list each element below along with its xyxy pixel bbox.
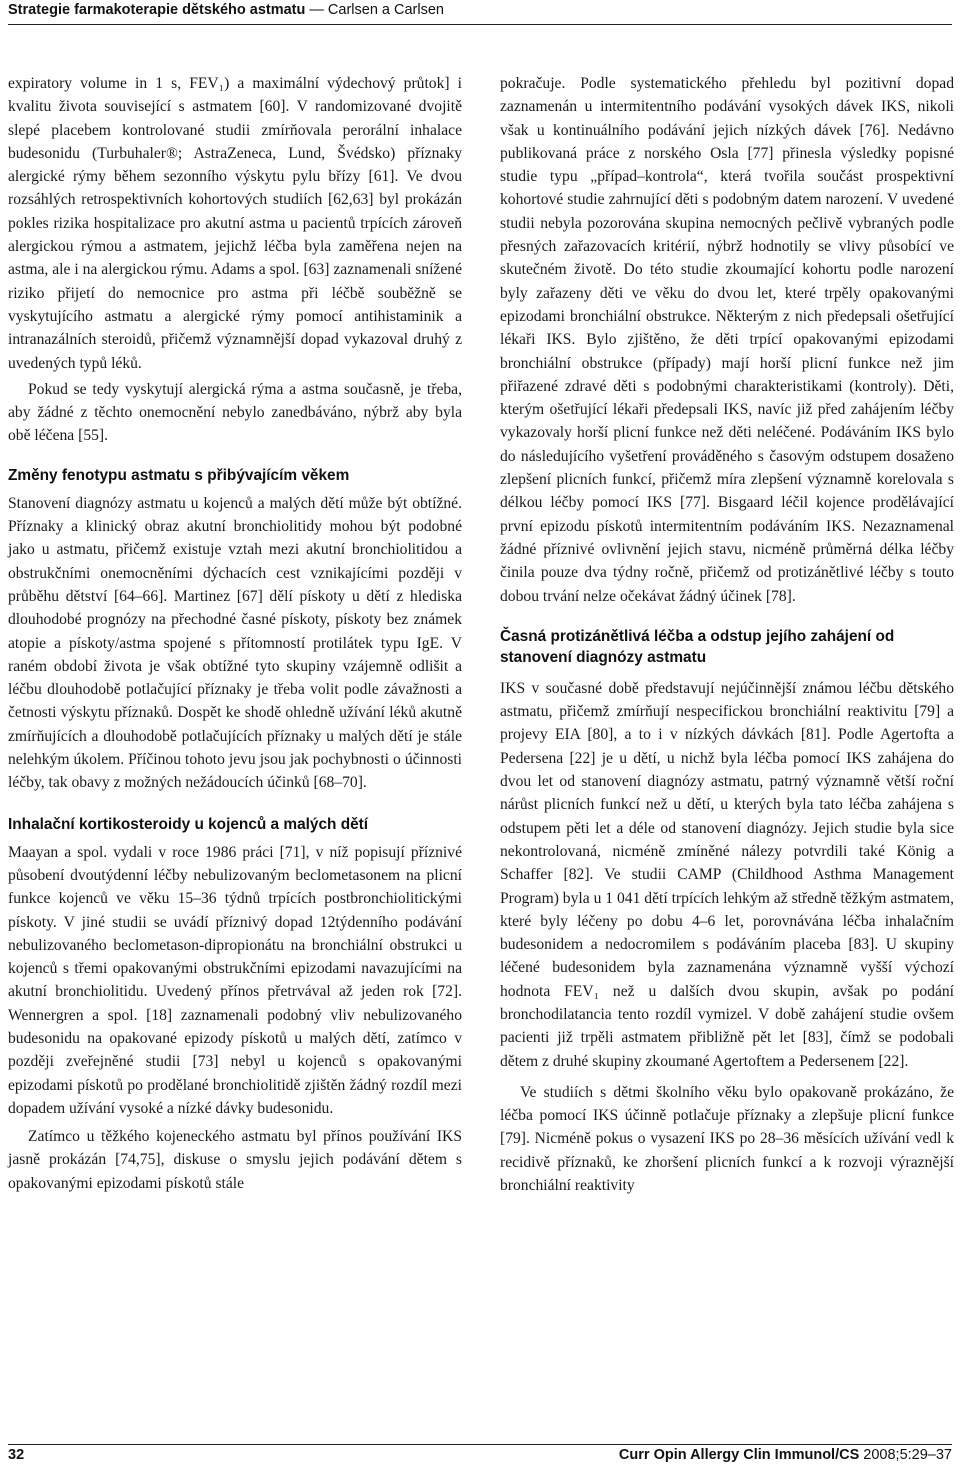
journal-name: Curr Opin Allergy Clin Immunol/CS bbox=[618, 1447, 860, 1463]
left-paragraph-5: Zatímco u těžkého kojeneckého astmatu byl přínos používání IKS jasně prokázán [74,75], diskuse o smyslu jejich podávání dětem s opakovanými epizodami pískotů stále bbox=[8, 1128, 462, 1192]
left-column bbox=[8, 72, 462, 1195]
left-paragraph-3: Stanovení diagnózy astmatu u kojenců a malých dětí může být obtížné. Příznaky a klinický obraz akutní bronchiolitidy mohou být podobné jako u astmatu, přičemž existuje vztah mezi akutní bronchiolitidou a obstrukčními onemocněními dýchacích cest vznikajícími později v průběhu dětství [64–66]. Martinez [67] dělí pískoty u dětí z hlediska dlouhodobé prognózy na přechodné časné pískoty, pískoty bez známek atopie a pískoty/astma spojené s přítomností protilátek typu IgE. V raném období života je však obtížné tyto skupiny vzájemně odlišit a léčbu dlouhodobě potlačující příznaky je třeba volit podle závažnosti a četnosti výskytu příznaků. Dospět ke shodě ohledně užívání léků akutně zmírňujících a dlouhodobě potlačujících příznaky u malých dětí je stále nelehkým úkolem. Příčinou tohoto jevu jsou jak pochybnosti o účinnosti léčby, tak obavy z možných nežádoucích účinků [68–70]. bbox=[8, 494, 462, 792]
running-head-separator: — bbox=[305, 2, 328, 18]
section-heading-early-treatment: Časná protizánětlivá léčba a odstup jejího zahájení od stanovení diagnózy astmatu bbox=[500, 627, 895, 666]
right-paragraph-2: IKS v současné době představují nejúčinnější známou léčbu dětského astmatu, přičemž zmírňují nespecifickou bronchiální reaktivitu [79] a projevy EIA [80], a to i v nízkých dávkách [81]. Podle Agertofta a Pedersena [22] je u dětí, u nichž byla léčba pomocí IKS zahájena do dvou let od stanovení diagnózy astmatu, patrný významně větší roční nárůst plicních funkcí než u dětí, u kterých byla tato léčba zahájena s odstupem pěti let a déle od stanovení diagnózy. Jejich studie byla sice nekontrolovaná, nicméně zmíněné nálezy potvrdili také König a Schaffer [82]. Ve studii CAMP (Childhood Asthma Management Program) byla u 1 041 dětí trpících lehkým až středně těžkým astmatem, které byly léčeny po dobu 4–6 let, porovnávána léčba inhalačním budesonidem a nedocromilem s podáváním placeba [83]. U skupiny léčené budesonidem byla zaznamenána významně vyšší výchozí hodnota FEV₁ než u dalších dvou skupin, avšak po podání bronchodilatancia tento rozdíl vymizel. V době zahájení studie ovšem pacienti již trpěli astmatem přibližně pět let [83], čímž se podobali dětem z druhé skupiny zkoumané Agertoftem a Pedersenem [22]. bbox=[500, 679, 954, 1070]
section-heading-phenotype-changes: Změny fenotypu astmatu s přibývajícím věkem bbox=[8, 466, 350, 484]
running-head-authors: Carlsen a Carlsen bbox=[327, 2, 444, 18]
left-paragraph-2: Pokud se tedy vyskytují alergická rýma a astma současně, je třeba, aby žádné z těchto onemocnění nebylo zanedbáváno, nýbrž aby byla obě léčena [55]. bbox=[8, 380, 462, 445]
left-paragraph-4: Maayan a spol. vydali v roce 1986 práci [71], v níž popisují příznivé působení dvoutýdenní léčby nebulizovaným beclometasonem na plicní funkce kojenců ve věku 15–36 týdnů trpících postbronchiolitickými pískoty. V jiné studii se uvádí příznivý dopad 12týdenního podávání nebulizovaného beclometason-dipropionátu na bronchiální obstrukci u kojenců s třemi opakovanými obstrukčními epizodami navazujícími na akutní bronchiolitidu. Uvedený přínos přetrvával až jeden rok [72]. Wennergren a spol. [18] zaznamenali podobný vliv nebulizovaného budesonidu na opakované epizody pískotů u malých dětí, zatímco v později zveřejněné studii [73] nebyl u kojenců s opakovanými epizodami pískotů po prodělané bronchiolitidě zjištěn žádný rozdíl mezi dopadem užívání vysoké a nízké dávky budesonidu. bbox=[8, 843, 462, 1117]
right-paragraph-3: Ve studiích s dětmi školního věku bylo opakovaně prokázáno, že léčba pomocí IKS účinně potlačuje příznaky a zlepšuje plicní funkce [79]. Nicméně pokus o vysazení IKS po 28–36 měsících užívání vedl k recidivě příznaků, ke zhoršení plicních funkcí a k rozvoji výraznější bronchiální reaktivity bbox=[500, 1083, 954, 1195]
running-head bbox=[8, 0, 952, 25]
page-number: 32 bbox=[8, 1447, 25, 1463]
journal-citation bbox=[619, 1445, 952, 1465]
left-paragraph-1: expiratory volume in 1 s, FEV₁) a maximální výdechový průtok] i kvalitu života související s astmatem [60]. V randomizované dvojitě slepé placebem kontrolované studii zmírňovala perorální inhalace budesonidu (Turbuhaler®; AstraZeneca, Lund, Švédsko) příznaky alergické rýmy během sezonního výskytu pylu břízy [61]. Ve dvou rozsáhlých retrospektivních kohortových studiích [62,63] byl prokázán pokles rizika hospitalizace pro akutní astma u pacientů trpících zároveň alergickou rýmou a astmatem, jejichž léčba byla zaměřena nejen na astma, ale i na alergickou rýmu. Adams a spol. [63] zaznamenali snížené riziko přijetí do nemocnice pro astma při léčbě souběžně se vyskytujícího astmatu a alergické rýmy pomocí antihistaminik a intranazálních steroidů, přičemž významnější dopad vykazoval druhý z uvedených typů léků. bbox=[8, 75, 462, 372]
running-head-title: Strategie farmakoterapie dětského astmatu bbox=[8, 2, 306, 18]
page-footer bbox=[8, 1444, 952, 1465]
right-column bbox=[500, 72, 954, 1197]
journal-issue: 2008;5:29–37 bbox=[859, 1447, 952, 1463]
section-heading-inhaled-corticosteroids-infants: Inhalační kortikosteroidy u kojenců a malých dětí bbox=[8, 815, 369, 833]
right-paragraph-1: pokračuje. Podle systematického přehledu byl pozitivní dopad zaznamenán u intermitentního podávání vysokých dávek IKS, nikoli však u kontinuálního podávání jejich nízkých dávek [76]. Nedávno publikovaná práce z norského Osla [77] přinesla výsledky popisné studie typu „případ–kontrola“, která tvořila součást prospektivní kohortové studie zahrnující děti s podobným datem narození. V uvedené studii nebyla pozorována skupina nemocných pečlivě vybraných podle přesných zařazovacích kritérií, nýbrž hodnotily se vlivy působící ve skutečném životě. Do této studie zkoumající kohortu podle narození byly zařazeny děti ve věku do dvou let, které trpěly opakovanými epizodami bronchiální obstrukce. Některým z nich předepsali ošetřující lékaři IKS. Bylo zjištěno, že děti trpící opakovanými epizodami bronchiální obstrukce (případy) mají horší plicní funkce než jim přiřazené zdravé děti s podobnými charakteristikami (kontroly). Děti, kterým ošetřující lékaři předepsali IKS, navíc již před zahájením léčby vykazovaly horší plicní funkce než děti neléčené. Podáváním IKS bylo do následujícího vyšetření prováděného s časovým odstupem dosaženo zlepšení plicních funkcí, přičemž míra zlepšení významně korelovala s délkou léčby pomocí IKS [77]. Bisgaard léčil kojence prodělávající první epizodu pískotů intermitentním podáváním IKS. Nezaznamenal žádné příznivé ovlivnění jejich stavu, nicméně průměrná délka léčby činila pouze dva týdny ročně, přičemž od protizánětlivé léčby s touto dobou trvání nelze očekávat žádný účinek [78]. bbox=[500, 75, 954, 605]
